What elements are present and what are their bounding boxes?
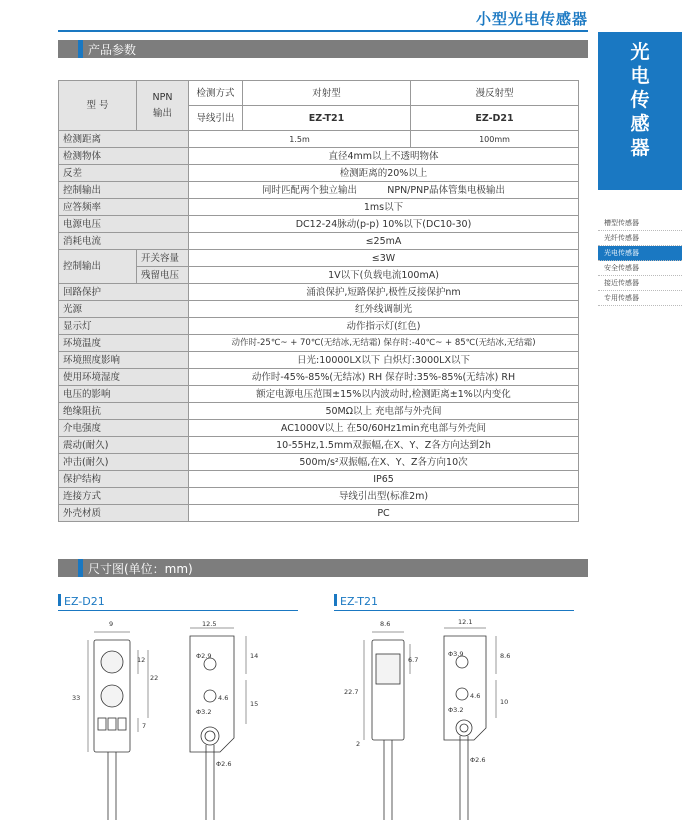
row-value: 动作时-45%-85%(无结冰) RH 保存时:35%-85%(无结冰) RH [189,369,579,386]
spec-table [58,80,579,522]
row-label: 显示灯 [59,318,189,335]
row-value: 动作指示灯(红色) [189,318,579,335]
section-bar-dimensions [58,559,588,577]
section-accent [78,559,83,577]
indicator [118,718,126,730]
side-nav-item[interactable]: 安全传感器 [598,261,682,276]
row-value: 50MΩ以上 充电部与外壳间 [189,403,579,420]
dim-hole: 4.6 [470,692,481,700]
section-bar-params [58,40,588,58]
drawing-title-d21 [58,594,105,608]
title-bar [58,594,61,606]
section-title-params: 产品参数 [88,43,137,57]
row-label: 检测物体 [59,148,189,165]
row-value: 直径4mm以上不透明物体 [189,148,579,165]
row-label: 应答频率 [59,199,189,216]
residual-voltage-value: 1V以下(负载电流100mA) [189,267,579,284]
dim-cable: Φ2.6 [216,760,232,768]
dim-b: 22 [150,674,159,682]
side-nav-item[interactable]: 光纤传感器 [598,231,682,246]
row-label: 环境照度影响 [59,352,189,369]
model-diffuse: EZ-D21 [411,106,579,131]
side-tab-char: 器 [630,137,650,159]
row-value: 100mm [411,131,579,148]
cable-gland-inner [460,724,468,732]
drawing-t21 [334,614,584,820]
lens-window [376,654,400,684]
side-tab-char: 光 [630,41,650,63]
dim-d1: Φ3.9 [448,650,464,658]
row-value: 10-55Hz,1.5mm双振幅,在X、Y、Z各方向达到2h [189,437,579,454]
section-accent [78,40,83,58]
dim-r2: 15 [250,700,259,708]
indicator [98,718,106,730]
row-label: 保护结构 [59,471,189,488]
side-tab [598,32,682,190]
model-label: 型 号 [59,81,137,131]
row-label: 控制输出 [59,182,189,199]
row-value: 1ms以下 [189,199,579,216]
row-label: 连接方式 [59,488,189,505]
row-value: ≤25mA [189,233,579,250]
side-tab-char: 传 [630,89,650,111]
detect-method-label: 检测方式 [189,81,243,106]
side-tab-char: 电 [630,65,650,87]
side-nav-item[interactable]: 专用传感器 [598,291,682,306]
dim-cable: Φ2.6 [470,756,486,764]
drawing-title-t21-text: EZ-T21 [340,595,378,608]
switch-capacity-value: ≤3W [189,250,579,267]
side-nav-item[interactable]: 槽型传感器 [598,216,682,231]
row-label: 使用环境湿度 [59,369,189,386]
page-title: 小型光电传感器 [475,10,588,28]
row-value: IP65 [189,471,579,488]
drawing-rule [334,610,574,611]
side-nav [598,216,682,306]
row-label: 外壳材质 [59,505,189,522]
type-thru: 对射型 [243,81,411,106]
title-rule [58,30,588,32]
control-output-label: 控制输出 [59,250,137,284]
model-thru: EZ-T21 [243,106,411,131]
row-value: AC1000V以上 在50/60Hz1min充电部与外壳间 [189,420,579,437]
row-label: 电压的影响 [59,386,189,403]
switch-capacity-label: 开关容量 [137,250,189,267]
row-value: 动作时-25℃~ + 70℃(无结冰,无结霜) 保存时:-40℃~ + 85℃(无结冰,无结霜) [189,335,579,352]
dim-d1: Φ2.9 [196,652,212,660]
residual-voltage-label: 残留电压 [137,267,189,284]
row-label: 环境温度 [59,335,189,352]
row-label: 冲击(耐久) [59,454,189,471]
row-value: 检测距离的20%以上 [189,165,579,182]
drawing-title-d21-text: EZ-D21 [64,595,105,608]
dim-height: 22.7 [344,688,359,696]
section-title-dimensions: 尺寸图(单位：mm) [88,562,193,576]
row-label: 震动(耐久) [59,437,189,454]
mount-hole [456,688,468,700]
row-value: 同时匹配两个独立输出 NPN/PNP晶体管集电极输出 [189,182,579,199]
row-value: 1.5m [189,131,411,148]
cable-gland [456,720,472,736]
dim-top: 12.5 [202,620,217,628]
side-nav-item[interactable]: 接近传感器 [598,276,682,291]
dim-r2: 10 [500,698,509,706]
row-value: 日光:10000LX以下 白炽灯:3000LX以下 [189,352,579,369]
drawing-rule [58,610,298,611]
row-label: 回路保护 [59,284,189,301]
row-label: 消耗电流 [59,233,189,250]
cable-gland [201,727,219,745]
drawing-title-t21 [334,594,378,608]
dim-width: 9 [109,620,114,628]
dim-a: 12 [137,656,146,664]
npn-label: NPN 输出 [137,81,189,131]
row-value: 额定电源电压范围±15%以内波动时,检测距离±1%以内变化 [189,386,579,403]
dim-hole: 4.6 [218,694,229,702]
row-value: 红外线调制光 [189,301,579,318]
side-tab-char: 感 [630,113,650,135]
lens-emitter [101,651,123,673]
dim-d2: Φ3.2 [196,708,212,716]
indicator [108,718,116,730]
wire-lead-label: 导线引出 [189,106,243,131]
cable-gland-inner [205,731,215,741]
dim-b: 2 [356,740,361,748]
mount-hole [204,690,216,702]
row-value: 导线引出型(标准2m) [189,488,579,505]
row-value: PC [189,505,579,522]
title-bar [334,594,337,606]
dim-d2: Φ3.2 [448,706,464,714]
row-label: 光源 [59,301,189,318]
type-diffuse: 漫反射型 [411,81,579,106]
row-label: 电源电压 [59,216,189,233]
row-label: 检测距离 [59,131,189,148]
dim-r1: 8.6 [500,652,511,660]
row-label: 绝缘阻抗 [59,403,189,420]
drawing-d21 [58,614,308,820]
row-value: DC12-24脉动(p-p) 10%以下(DC10-30) [189,216,579,233]
dim-c: 7 [142,722,147,730]
dim-height: 33 [72,694,81,702]
dim-a: 6.7 [408,656,419,664]
row-value: 涌浪保护,短路保护,极性反接保护nm [189,284,579,301]
side-nav-item-active[interactable]: 光电传感器 [598,246,682,261]
row-value: 500m/s²双振幅,在X、Y、Z各方向10次 [189,454,579,471]
lens-receiver [101,685,123,707]
dim-r1: 14 [250,652,259,660]
row-label: 介电强度 [59,420,189,437]
dim-top: 12.1 [458,618,473,626]
dim-width: 8.6 [380,620,391,628]
row-label: 反差 [59,165,189,182]
